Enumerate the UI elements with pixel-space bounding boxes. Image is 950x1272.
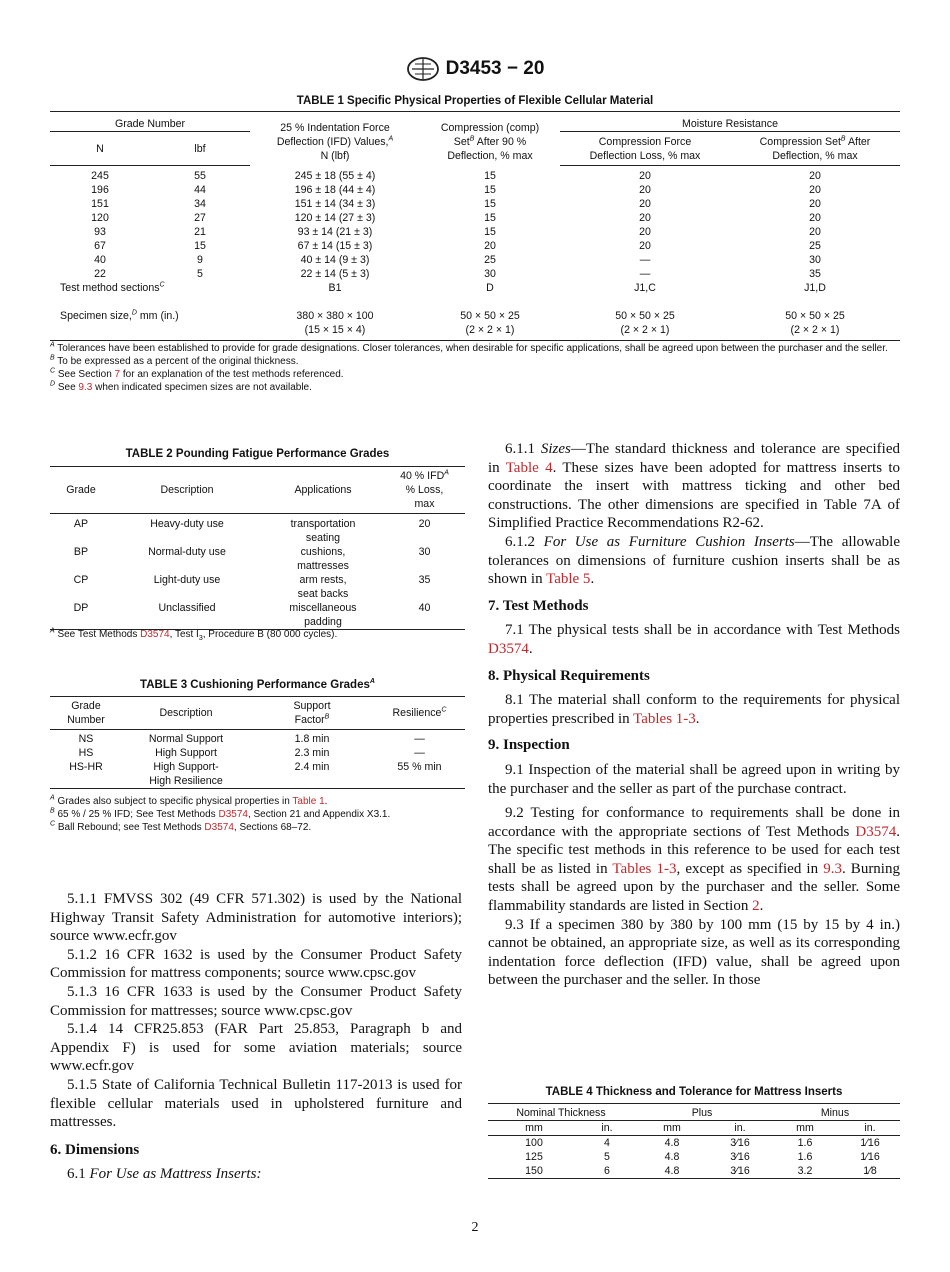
test-method-row: Test method sections$^C$ B1 D J1,C J1,D: [60, 281, 826, 294]
moisture-resistance-header: Moisture Resistance: [560, 112, 900, 132]
compression-set-header: Compression (comp) Set$^B$ After 90 % Deflection, % max: [440, 122, 540, 162]
table1-footnotes: $^A$ Tolerances have been established to provide for grade designations. Closer tolerances, when desirable for specific applications, shall be agreed upon between the purchaser and the seller. $^B$ To be expressed as a percent of the original thickness. $^C$ See Section 7 for an explanation of the test methods referenced. $^D$ See 9.3 when indicated specimen sizes are not available.: [50, 341, 888, 393]
ifd-header: 25 % Indentation Force Deflection (IFD) Values,$^A$ N (lbf): [276, 122, 394, 162]
table-row: 67 15 67 ± 14 (15 ± 3) 20 20 25: [94, 240, 821, 252]
d3574-link[interactable]: D3574: [204, 822, 234, 833]
table-row: 40 9 40 ± 14 (9 ± 3) 25 — 30: [94, 254, 821, 266]
section-9-heading: 9. Inspection: [488, 737, 570, 754]
paragraph-6-1: 6.1 For Use as Mattress Inserts:: [67, 1166, 262, 1183]
left-column-text: [50, 890, 462, 1184]
paragraph-6-1-2: 6.1.2 For Use as Furniture Cushion Inserts—The allowable tolerances on dimensions of furniture cushion inserts shall be as shown in Table 5.: [488, 533, 901, 588]
table-row: DP Unclassified miscellaneous padding 40: [50, 601, 465, 630]
table2-footnote: $^A$ See Test Methods D3574, Test $I_3$, Procedure B (80 000 cycles).: [50, 627, 338, 642]
table-row: 125 5 4.8 3⁄16 1.6 1⁄16: [525, 1151, 880, 1163]
tables-1-3-link[interactable]: Tables 1-3: [612, 860, 677, 877]
applications-header: Applications: [294, 484, 352, 496]
section-9-3-link[interactable]: 9.3: [823, 860, 842, 877]
table-row: 151 34 151 ± 14 (34 ± 3) 15 20 20: [91, 198, 821, 210]
table-5-link[interactable]: Table 5: [546, 571, 591, 588]
n-header: N: [50, 132, 150, 166]
grade-header: Grade: [66, 484, 96, 496]
right-column-text: [488, 440, 900, 990]
section-7-link[interactable]: 7: [114, 369, 121, 380]
table-row: CP Light-duty use arm rests, seat backs 35: [73, 574, 431, 600]
table3-footnotes: $^A$ Grades also subject to specific physical properties in Table 1. $^B$ 65 % / 25 % IFD; See Test Methods D3574, Section 21 and Appendix X3.1. $^C$ Ball Rebound; see Test Methods D3574, Sections 68–72.: [50, 794, 391, 833]
page-header: [0, 56, 950, 82]
d3574-link[interactable]: D3574: [140, 629, 170, 640]
astm-logo-icon: [406, 56, 440, 82]
tables-1-3-link[interactable]: Tables 1-3: [633, 710, 696, 727]
d3574-link[interactable]: D3574: [218, 809, 248, 820]
description-header: Description: [160, 484, 214, 496]
table-row: AP Heavy-duty use transportation seating 20: [73, 518, 431, 544]
in-header: in.: [601, 1122, 613, 1134]
table-4-link[interactable]: Table 4: [505, 459, 553, 476]
paragraph-5-1-3: 5.1.3 16 CFR 1633 is used by the Consumer Product Safety Commission for mattresses; source www.cpsc.gov: [50, 983, 462, 1019]
ifd-loss-header: 40 % $IFD^A$ % Loss, max: [400, 469, 449, 510]
section-2-link[interactable]: 2: [752, 898, 760, 915]
in-header: in.: [734, 1122, 746, 1134]
table-row: 245 55 245 ± 18 (55 ± 4) 15 20 20: [91, 169, 821, 182]
standard-designation: D3453 − 20: [445, 58, 545, 79]
table3: [50, 696, 465, 789]
section-9-3-link[interactable]: 9.3: [78, 382, 93, 393]
table-row: 93 21 93 ± 14 (21 ± 3) 15 20 20: [94, 226, 821, 238]
table-row: 196 44 196 ± 18 (44 ± 4) 15 20 20: [91, 184, 821, 196]
page-number: 2: [471, 1220, 479, 1235]
table4: [488, 1103, 900, 1179]
nominal-thickness-header: Nominal Thickness: [488, 1104, 634, 1121]
d3574-link[interactable]: D3574: [488, 640, 529, 657]
paragraph-9-2: 9.2 Testing for conformance to requirements shall be done in accordance with the appropriate sections of Test Methods D3574. The specific test methods in this reference to be used for each test shall be as listed in Tables 1-3, except as specified in 9.3. Burning tests shall be agreed upon by the purchaser and the seller. Some flammability standards are listed in Section 2.: [488, 805, 900, 915]
specimen-size-row: Specimen size,$^D$ mm (in.) 380 × 380 × 100 (15 × 15 × 4) 50 × 50 × 25 (2 × 2 × 1) 50 × 50 × 25 (2 × 2 × 1) 50 × 50 × 25 (2 × 2 × 1): [50, 295, 900, 341]
mm-header: mm: [663, 1122, 681, 1134]
paragraph-5-1-5: 5.1.5 State of California Technical Bulletin 117-2013 is used for flexible cellular materials used in upholstered furniture and mattresses.: [50, 1076, 462, 1131]
table-row: 100 4 4.8 3⁄16 1.6 1⁄16: [525, 1137, 880, 1149]
paragraph-5-1-1: 5.1.1 FMVSS 302 (49 CFR 571.302) is used by the National Highway Transit Safety Administration for automotive interiors); source www.ecfr.gov: [50, 891, 462, 945]
description-header: Description: [159, 707, 213, 719]
paragraph-8-1: 8.1 The material shall conform to the requirements for physical properties prescribed in Tables 1-3.: [488, 692, 900, 727]
table1: [50, 111, 900, 341]
paragraph-5-1-2: 5.1.2 16 CFR 1632 is used by the Consumer Product Safety Commission for mattress components; source www.cpsc.gov: [50, 946, 462, 982]
mm-header: mm: [796, 1122, 814, 1134]
lbf-header: lbf: [150, 132, 250, 166]
mm-header: mm: [525, 1122, 543, 1134]
table2-caption: TABLE 2 Pounding Fatigue Performance Grades: [125, 448, 390, 460]
section-8-heading: 8. Physical Requirements: [488, 667, 650, 684]
table3-caption: TABLE 3 Cushioning Performance Grades$^A$: [140, 678, 375, 691]
compression-set-after-header: Compression Set$^B$ After Deflection, % max: [730, 132, 900, 166]
section-6-heading: 6. Dimensions: [50, 1141, 140, 1158]
d3574-link[interactable]: D3574: [855, 823, 897, 840]
table-row: HS High Support 2.3 min —: [78, 747, 425, 759]
plus-header: Plus: [634, 1104, 770, 1121]
table-row: 150 6 4.8 3⁄16 3.2 1⁄8: [488, 1164, 900, 1179]
table4-caption: TABLE 4 Thickness and Tolerance for Mattress Inserts: [545, 1086, 843, 1098]
table-row: BP Normal-duty use cushions, mattresses 30: [73, 546, 431, 572]
section-7-heading: 7. Test Methods: [488, 597, 589, 614]
paragraph-9-1: 9.1 Inspection of the material shall be agreed upon in writing by the purchaser and the seller as part of the purchase contract.: [488, 761, 900, 797]
support-factor-header: Support Factor$^B$: [293, 700, 331, 726]
table-row: HS-HR High Support- High Resilience 2.4 min 55 % min: [50, 760, 465, 789]
table1-caption: TABLE 1 Specific Physical Properties of Flexible Cellular Material: [296, 95, 654, 107]
minus-header: Minus: [770, 1104, 900, 1121]
paragraph-5-1-4: 5.1.4 14 CFR25.853 (FAR Part 25.853, Paragraph b and Appendix F) is used for some aviation materials; source www.ecfr.gov: [50, 1021, 462, 1075]
cfd-loss-header: Compression Force Deflection Loss, % max: [560, 132, 730, 166]
paragraph-7-1: 7.1 The physical tests shall be in accordance with Test Methods D3574.: [488, 622, 900, 657]
table-row: 120 27 120 ± 14 (27 ± 3) 15 20 20: [91, 212, 821, 224]
grade-number-header: Grade Number: [67, 700, 105, 726]
paragraph-6-1-1: 6.1.1 Sizes—The standard thickness and tolerance are specified in Table 4. These sizes have been adopted for mattress inserts to coordinate the insert with mattress ticking and other bed constructions. The other dimensions are specified in Table 7A of Simplified Practice Recommendations R2-62.: [488, 441, 901, 532]
table-row: 22 5 22 ± 14 (5 ± 3) 30 — 35: [94, 268, 821, 280]
grade-number-header: Grade Number: [50, 112, 250, 132]
paragraph-9-3: 9.3 If a specimen 380 by 380 by 100 mm (15 by 15 by 4 in.) cannot be obtained, an appropriate size, as well as its corresponding indentation force deflection (IFD) value, shall be agreed upon between the purchaser and the seller. In those: [488, 916, 900, 989]
table2: [50, 466, 465, 630]
table-1-link[interactable]: Table 1: [292, 796, 325, 807]
table-row: NS Normal Support 1.8 min —: [78, 733, 425, 745]
resilience-header: Resilience$^C$: [392, 706, 447, 719]
in-header: in.: [864, 1122, 876, 1134]
